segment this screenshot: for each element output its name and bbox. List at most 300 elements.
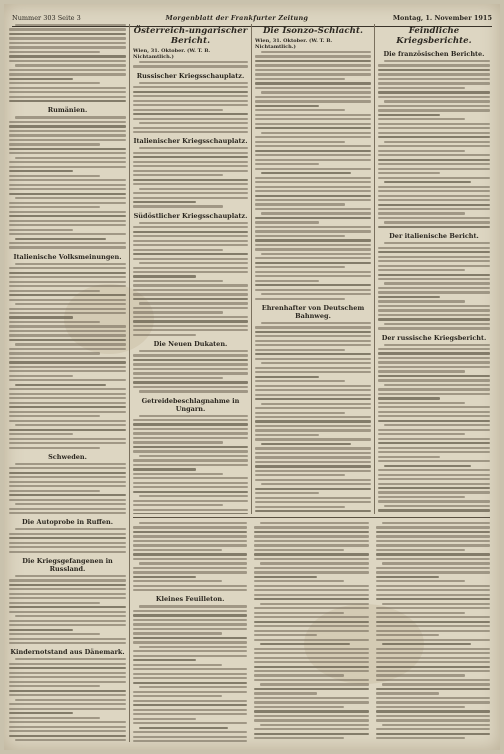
text-line (378, 177, 490, 179)
text-line (9, 51, 100, 53)
article-text (255, 322, 371, 514)
article-text (9, 263, 126, 449)
text-line (15, 575, 126, 577)
text-line (378, 361, 490, 363)
text-line (9, 735, 126, 737)
text-line (255, 344, 371, 346)
text-line (133, 127, 248, 129)
text-line (378, 204, 490, 206)
text-line (9, 143, 100, 145)
text-line (9, 420, 126, 422)
text-line (255, 244, 371, 246)
heading-russisch-bericht: Der russische Kriegsbericht. (381, 333, 487, 342)
text-line (9, 366, 126, 368)
text-line (376, 728, 490, 730)
text-line (378, 291, 490, 293)
headline-isonzo: Die Isonzo-Schlacht. (262, 26, 364, 36)
text-line (255, 465, 371, 467)
article-text (378, 242, 490, 329)
text-line (378, 296, 440, 298)
text-line (376, 737, 465, 739)
text-line (255, 298, 345, 300)
text-line (378, 318, 490, 320)
text-line (15, 24, 126, 26)
text-line (261, 403, 371, 405)
text-line (9, 667, 126, 669)
text-line (260, 562, 368, 564)
text-line (15, 463, 126, 465)
text-line (376, 634, 439, 636)
text-line (255, 488, 371, 490)
text-line (261, 362, 371, 364)
text-line (378, 491, 490, 493)
text-line (133, 628, 247, 630)
text-line (378, 260, 490, 262)
text-line (133, 531, 247, 533)
text-line (254, 612, 343, 614)
text-line (133, 235, 248, 237)
lower-column-3 (376, 522, 490, 742)
text-line (378, 195, 490, 197)
text-line (133, 637, 247, 639)
text-line (133, 704, 247, 706)
text-line (9, 308, 126, 310)
text-line (133, 386, 248, 388)
text-line (260, 643, 349, 645)
text-line (255, 380, 345, 382)
article-text (376, 522, 490, 742)
text-line (378, 305, 490, 307)
text-line (139, 605, 247, 607)
text-line (254, 733, 368, 735)
text-line (133, 619, 247, 621)
heading-neue-dukaten: Die Neuen Dukaten. (153, 339, 228, 348)
text-line (376, 692, 439, 694)
text-line (9, 316, 73, 318)
text-line (378, 483, 490, 485)
text-line (133, 363, 248, 365)
text-line (133, 450, 248, 452)
text-line (260, 522, 368, 524)
text-line (254, 648, 368, 650)
text-line (133, 571, 247, 573)
text-line (255, 275, 371, 277)
text-line (254, 639, 368, 641)
text-line (9, 602, 100, 604)
text-line (254, 666, 368, 668)
text-line (376, 526, 490, 528)
heading-feuilleton: Kleines Feuilleton. (155, 595, 225, 604)
text-line (133, 100, 248, 102)
text-line (376, 710, 490, 712)
text-line (133, 174, 223, 176)
text-line (255, 412, 345, 414)
text-line (133, 258, 248, 260)
text-line (255, 326, 371, 328)
text-line (15, 343, 126, 345)
text-line (15, 658, 126, 660)
text-line (384, 60, 490, 62)
text-line (376, 670, 490, 672)
text-line (9, 579, 126, 581)
text-line (378, 300, 465, 302)
text-line (9, 211, 126, 213)
text-line (376, 540, 490, 542)
text-line (261, 253, 371, 255)
text-line (384, 505, 490, 507)
text-line (9, 206, 100, 208)
column-3 (255, 24, 371, 514)
text-line (9, 175, 100, 177)
text-line (133, 553, 247, 555)
text-line (9, 224, 126, 226)
text-line (139, 686, 247, 688)
article-text (133, 350, 248, 393)
text-line (378, 96, 490, 98)
text-line (133, 585, 247, 587)
text-line (133, 334, 196, 336)
text-line (378, 411, 490, 413)
column-rule (251, 24, 252, 514)
text-line (254, 567, 368, 569)
text-line (9, 121, 126, 123)
text-line (254, 589, 368, 591)
text-line (9, 285, 126, 287)
text-line (378, 274, 490, 276)
text-line (133, 659, 196, 661)
text-line (376, 585, 490, 587)
text-line (255, 226, 371, 228)
article-text (9, 116, 126, 248)
text-line (254, 585, 368, 587)
text-line (378, 123, 490, 125)
text-line (255, 497, 371, 499)
text-line (133, 372, 248, 374)
heading-volksmeinungen: Italienische Volksmeinungen. (13, 252, 122, 261)
text-line (9, 220, 126, 222)
text-line (133, 179, 248, 181)
text-line (378, 114, 440, 116)
text-line (254, 674, 343, 676)
text-line (255, 55, 371, 57)
text-line (255, 100, 371, 102)
text-line (9, 708, 126, 710)
text-line (9, 96, 126, 98)
text-line (255, 163, 319, 165)
text-line (384, 424, 490, 426)
text-line (378, 212, 465, 214)
text-line (133, 473, 223, 475)
text-line (133, 197, 248, 199)
text-line (133, 549, 222, 551)
text-line (254, 625, 368, 627)
text-line (255, 69, 371, 71)
text-line (255, 199, 371, 201)
text-line (378, 370, 465, 372)
section-rule (133, 517, 490, 518)
text-line (376, 715, 490, 717)
text-line (139, 262, 248, 264)
text-line (9, 508, 126, 510)
text-line (378, 352, 490, 354)
text-line (378, 73, 490, 75)
text-line (9, 685, 100, 687)
text-line (378, 278, 490, 280)
text-line (382, 683, 490, 685)
text-line (378, 456, 440, 458)
text-line (376, 674, 465, 676)
text-line (139, 455, 248, 457)
text-line (9, 638, 126, 640)
text-line (378, 366, 490, 368)
text-line (15, 503, 126, 505)
column-4 (378, 24, 490, 514)
text-line (9, 37, 126, 39)
text-line (254, 598, 368, 600)
text-line (378, 348, 490, 350)
text-line (139, 727, 228, 729)
text-line (254, 607, 368, 609)
text-line (254, 621, 368, 623)
text-line (9, 467, 126, 469)
text-line (133, 677, 247, 679)
article-text (9, 528, 126, 553)
heading-suedoestlich: Südöstlicher Kriegsschauplatz. (133, 211, 248, 220)
text-line (254, 719, 368, 721)
text-line (255, 271, 371, 273)
text-line (133, 691, 247, 693)
text-line (378, 269, 465, 271)
text-line (378, 168, 490, 170)
text-line (260, 603, 368, 605)
article-text (133, 522, 247, 591)
text-line (133, 526, 247, 528)
text-line (255, 349, 345, 351)
lower-section (133, 522, 490, 742)
text-line (378, 87, 465, 89)
text-line (9, 276, 126, 278)
text-line (255, 114, 371, 116)
text-line (376, 571, 490, 573)
text-line (384, 221, 490, 223)
text-line (133, 700, 247, 702)
text-line (255, 353, 371, 355)
heading-rumaenien: Rumänien. (47, 106, 88, 115)
text-line (260, 724, 368, 726)
text-line (255, 385, 371, 387)
text-line (254, 535, 368, 537)
text-line (133, 354, 248, 356)
article-text (133, 222, 248, 336)
text-line (133, 329, 248, 331)
text-line (133, 544, 247, 546)
text-line (254, 531, 368, 533)
text-line (133, 280, 223, 282)
masthead-date: Montag, 1. November 1915 (392, 14, 492, 22)
text-line (133, 558, 247, 560)
text-line (255, 470, 371, 472)
text-line (133, 722, 247, 724)
text-line (133, 718, 196, 720)
headline-oesterreich: Österreich-ungarischer Bericht. (133, 26, 248, 46)
text-line (261, 172, 351, 174)
text-line (255, 474, 345, 476)
heading-italienisch: Italienischer Kriegsschauplatz. (133, 137, 248, 146)
text-line (254, 701, 368, 703)
text-line (133, 682, 247, 684)
heading-ehrenhafter: Ehrenhafter von Deutschem Bahnweg. (261, 303, 365, 320)
text-line (255, 425, 371, 427)
text-line (15, 157, 126, 159)
text-line (9, 447, 100, 449)
text-line (255, 492, 319, 494)
text-line (376, 598, 490, 600)
text-line (9, 330, 126, 332)
text-line (378, 415, 490, 417)
text-line (255, 398, 371, 400)
text-line (133, 731, 247, 733)
text-line (255, 239, 371, 241)
text-line (255, 506, 345, 508)
headline-feindliche: Feindliche Kriegsberichte. (396, 26, 472, 46)
text-line (9, 717, 100, 719)
text-line (133, 695, 222, 697)
text-line (9, 546, 126, 548)
text-line (378, 109, 490, 111)
text-line (133, 293, 248, 295)
heading-getreide: Getreidebeschlagnahme in Ungarn. (141, 396, 240, 413)
text-line (133, 500, 248, 502)
masthead-page-number: Nummer 303 Seite 3 (12, 14, 81, 22)
text-line (133, 580, 222, 582)
masthead-paper-title: Morgenblatt der Frankfurter Zeitung (165, 14, 309, 22)
text-line (255, 452, 371, 454)
text-line (9, 442, 126, 444)
text-line (133, 459, 248, 461)
text-line (139, 147, 248, 149)
text-line (255, 257, 371, 259)
text-line (378, 159, 490, 161)
text-line (9, 321, 100, 323)
text-line (15, 238, 106, 240)
text-line (254, 710, 368, 712)
text-line (254, 558, 368, 560)
text-line (139, 188, 248, 190)
text-line (255, 501, 371, 503)
column-rule (374, 24, 375, 514)
text-line (9, 551, 126, 553)
article-text (254, 522, 368, 742)
text-line (255, 145, 371, 147)
text-line (255, 358, 371, 360)
text-line (255, 340, 371, 342)
text-line (9, 476, 126, 478)
text-line (9, 152, 126, 154)
text-line (9, 629, 73, 631)
text-line (133, 113, 248, 115)
text-line (378, 217, 490, 219)
text-line (133, 650, 247, 652)
text-line (378, 251, 490, 253)
text-line (9, 299, 126, 301)
text-line (378, 127, 490, 129)
text-line (133, 271, 248, 273)
text-line (139, 390, 248, 392)
text-line (255, 284, 371, 286)
text-line (255, 96, 371, 98)
text-line (9, 179, 126, 181)
text-line (9, 703, 126, 705)
text-line (9, 438, 126, 440)
text-line (261, 132, 371, 134)
text-line (378, 375, 490, 377)
text-line (9, 78, 73, 80)
text-line (133, 504, 223, 506)
text-line (254, 652, 368, 654)
text-line (255, 159, 371, 161)
text-line (378, 429, 490, 431)
text-line (378, 420, 490, 422)
text-line (9, 533, 126, 535)
text-line (378, 287, 490, 289)
text-line (384, 282, 490, 284)
text-line (139, 222, 248, 224)
text-line (254, 737, 343, 739)
text-line (133, 205, 223, 207)
text-line (376, 652, 490, 654)
text-line (9, 28, 126, 30)
text-line (133, 118, 248, 120)
text-line (139, 82, 248, 84)
text-line (9, 294, 126, 296)
text-line (378, 136, 490, 138)
text-line (139, 415, 248, 417)
text-line (255, 154, 371, 156)
text-line (9, 494, 126, 496)
text-line (378, 163, 490, 165)
text-line (378, 190, 490, 192)
heading-russisch: Russischer Kriegsschauplatz. (136, 71, 245, 80)
text-line (378, 199, 490, 201)
text-line (378, 78, 490, 80)
text-line (9, 215, 126, 217)
text-line (378, 82, 490, 84)
text-line (382, 643, 471, 645)
lower-column-1 (133, 522, 247, 742)
text-line (9, 125, 126, 127)
text-line (133, 109, 223, 111)
text-line (133, 359, 248, 361)
heading-schweden: Schweden. (48, 452, 87, 461)
text-line (255, 416, 371, 418)
text-line (378, 406, 490, 408)
text-line (139, 522, 247, 524)
text-line (9, 357, 126, 359)
text-line (9, 730, 126, 732)
text-line (378, 265, 490, 267)
text-line (255, 87, 371, 89)
text-line (9, 42, 126, 44)
text-line (9, 712, 73, 714)
text-line (261, 51, 371, 53)
article-text (133, 82, 248, 134)
text-line (255, 429, 371, 431)
text-line (9, 170, 73, 172)
text-line (378, 451, 490, 453)
text-line (254, 580, 343, 582)
text-line (9, 184, 126, 186)
text-line (133, 253, 248, 255)
